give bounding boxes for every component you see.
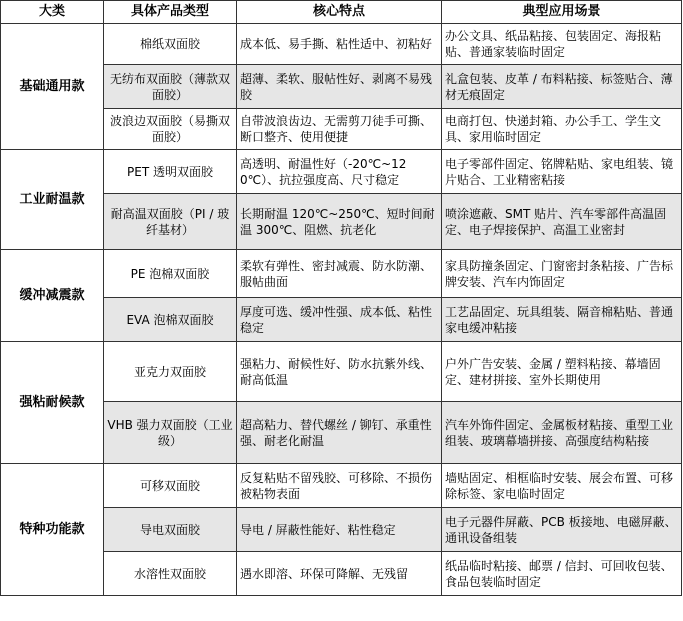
table-row [1,342,682,402]
table-row [1,150,682,194]
header-product: 具体产品类型 [104,1,237,24]
features-cell: 遇水即溶、环保可降解、无残留 [237,552,442,596]
header-row [1,1,682,24]
table-row [1,402,682,464]
product-cell: 波浪边双面胶（易撕双面胶） [104,109,237,150]
header-features: 核心特点 [237,1,442,24]
features-cell: 超薄、柔软、服帖性好、剥离不易残胶 [237,65,442,109]
features-cell: 导电 / 屏蔽性能好、粘性稳定 [237,508,442,552]
applications-cell: 礼盒包装、皮革 / 布料粘接、标签贴合、薄材无痕固定 [442,65,682,109]
product-cell: 亚克力双面胶 [104,342,237,402]
applications-cell: 纸品临时粘接、邮票 / 信封、可回收包装、食品包装临时固定 [442,552,682,596]
applications-cell: 电子零部件固定、铭牌粘贴、家电组装、镜片贴合、工业精密粘接 [442,150,682,194]
applications-cell: 办公文具、纸品粘接、包装固定、海报粘贴、普通家装临时固定 [442,24,682,65]
features-cell: 强粘力、耐候性好、防水抗紫外线、耐高低温 [237,342,442,402]
features-cell: 厚度可选、缓冲性强、成本低、粘性稳定 [237,298,442,342]
table-row [1,508,682,552]
applications-cell: 喷涂遮蔽、SMT 贴片、汽车零部件高温固定、电子焊接保护、高温工业密封 [442,194,682,250]
category-cell: 特种功能款 [1,464,104,596]
category-cell: 工业耐温款 [1,150,104,250]
product-cell: 棉纸双面胶 [104,24,237,65]
applications-cell: 墙贴固定、相框临时安装、展会布置、可移除标签、家电临时固定 [442,464,682,508]
table-row [1,109,682,150]
product-cell: PE 泡棉双面胶 [104,250,237,298]
category-cell: 缓冲减震款 [1,250,104,342]
applications-cell: 工艺品固定、玩具组装、隔音棉粘贴、普通家电缓冲粘接 [442,298,682,342]
product-cell: 水溶性双面胶 [104,552,237,596]
applications-cell: 户外广告安装、金属 / 塑料粘接、幕墙固定、建材拼接、室外长期使用 [442,342,682,402]
table-row [1,552,682,596]
header-category: 大类 [1,1,104,24]
applications-cell: 电商打包、快递封箱、办公手工、学生文具、家用临时固定 [442,109,682,150]
product-cell: PET 透明双面胶 [104,150,237,194]
applications-cell: 汽车外饰件固定、金属板材粘接、重型工业组装、玻璃幕墙拼接、高强度结构粘接 [442,402,682,464]
features-cell: 长期耐温 120℃~250℃、短时间耐温 300℃、阻燃、抗老化 [237,194,442,250]
table-row [1,298,682,342]
features-cell: 柔软有弹性、密封减震、防水防潮、服帖曲面 [237,250,442,298]
table-row [1,250,682,298]
table-row [1,24,682,65]
table-row [1,464,682,508]
product-cell: 无纺布双面胶（薄款双面胶） [104,65,237,109]
product-cell: VHB 强力双面胶（工业级） [104,402,237,464]
features-cell: 自带波浪齿边、无需剪刀徒手可撕、断口整齐、使用便捷 [237,109,442,150]
category-cell: 基础通用款 [1,24,104,150]
product-cell: EVA 泡棉双面胶 [104,298,237,342]
product-cell: 耐高温双面胶（PI / 玻纤基材） [104,194,237,250]
features-cell: 成本低、易手撕、粘性适中、初粘好 [237,24,442,65]
table-row [1,194,682,250]
features-cell: 反复粘贴不留残胶、可移除、不损伤被粘物表面 [237,464,442,508]
features-cell: 高透明、耐温性好（-20℃~120℃）、抗拉强度高、尺寸稳定 [237,150,442,194]
applications-cell: 家具防撞条固定、门窗密封条粘接、广告标牌安装、汽车内饰固定 [442,250,682,298]
table-row [1,65,682,109]
product-cell: 导电双面胶 [104,508,237,552]
header-applications: 典型应用场景 [442,1,682,24]
category-cell: 强粘耐候款 [1,342,104,464]
features-cell: 超高粘力、替代螺丝 / 铆钉、承重性强、耐老化耐温 [237,402,442,464]
applications-cell: 电子元器件屏蔽、PCB 板接地、电磁屏蔽、通讯设备组装 [442,508,682,552]
product-cell: 可移双面胶 [104,464,237,508]
